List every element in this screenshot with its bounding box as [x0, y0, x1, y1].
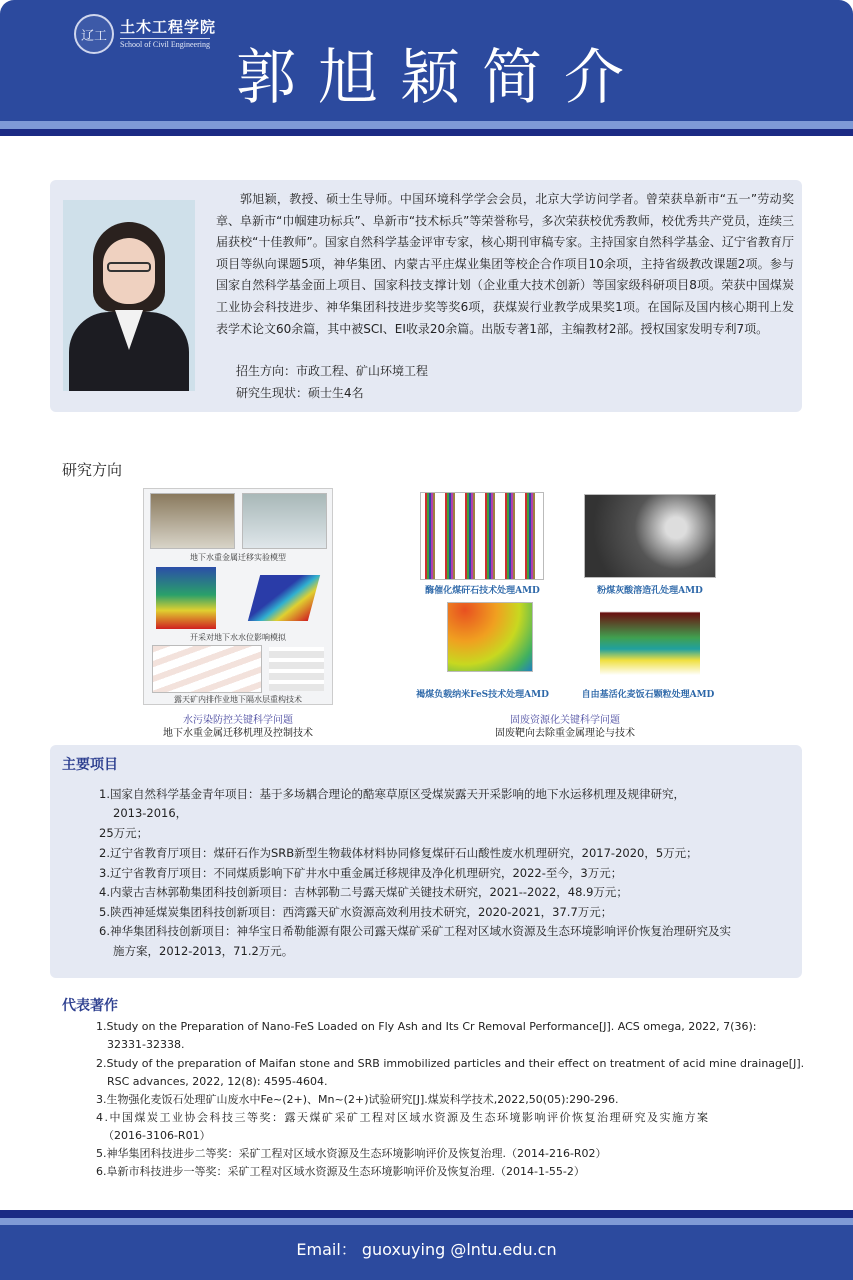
email-link[interactable]: Email： guoxuying @lntu.edu.cn	[296, 1240, 557, 1259]
research-right-subtitle: 固废靶向去除重金属理论与技术	[495, 728, 635, 739]
projects-title: 主要项目	[62, 757, 118, 773]
page-title: 郭旭颖简介	[236, 43, 646, 113]
enrollment-direction: 招生方向：市政工程、矿山环境工程	[236, 364, 429, 378]
research-left-subtitle: 地下水重金属迁移机理及控制技术	[163, 728, 313, 739]
footer-banner	[0, 1225, 853, 1280]
publication-item: （2016-3106-R01）	[103, 1129, 211, 1142]
research-title: 研究方向	[62, 461, 123, 479]
footer-stripe-light	[0, 1218, 853, 1225]
project-item: 2.辽宁省教育厅项目：煤矸石作为SRB新型生物载体材料协同修复煤矸石山酸性废水机理研究，2017-2020，5万元；	[99, 846, 698, 860]
figure-caption: 褐煤负载纳米FeS技术处理AMD	[416, 690, 549, 700]
figure-caption: 酶催化煤矸石技术处理AMD	[425, 586, 540, 596]
project-item: 25万元；	[99, 826, 149, 840]
publication-item: 5.神华集团科技进步二等奖：采矿工程对区域水资源及生态环境影响评价及恢复治理.（2014-216-R02）	[96, 1147, 607, 1160]
publication-item: RSC advances, 2022, 12(8): 4595-4604.	[107, 1075, 328, 1088]
project-item: 5.陕西神延煤炭集团科技创新项目：西湾露天矿水资源高效利用技术研究，2020-2021，37.7万元；	[99, 905, 613, 919]
contour-plot-image	[447, 602, 533, 672]
figure-caption: 粉煤灰酸溶造孔处理AMD	[597, 586, 703, 596]
project-item: 2013-2016，	[113, 806, 188, 820]
publication-item: 3.生物强化麦饭石处理矿山废水中Fe~(2+)、Mn~(2+)试验研究[J].煤炭科学技术,2022,50(05):290-296.	[96, 1093, 619, 1106]
publication-item: 2.Study of the preparation of Maifan stone and SRB immobilized particles and their effect on treatment of acid mine drainage[J].	[96, 1057, 805, 1070]
publication-item: 4.中国煤炭工业协会科技三等奖：露天煤矿采矿工程对区域水资源及生态环境影响评价恢复治理研究及实施方案	[96, 1111, 710, 1124]
research-right-title: 固废资源化关键科学问题	[510, 715, 620, 726]
profile-photo	[63, 200, 195, 391]
logo-text: 辽工	[80, 28, 107, 44]
publication-item: 32331-32338.	[107, 1038, 185, 1051]
school-name-cn: 土木工程学院	[120, 18, 217, 36]
project-item: 4.内蒙古吉林郭勒集团科技创新项目：吉林郭勒二号露天煤矿关键技术研究，2021--2022，48.9万元；	[99, 885, 628, 899]
figure-caption: 地下水重金属迁移实验模型	[190, 553, 286, 562]
bio-text: 郭旭颖，教授、硕士生导师。中国环境科学学会会员，北京大学访问学者。曾荣获阜新市“五一”劳动奖章、阜新市“巾帼建功标兵”、阜新市“技术标兵”等荣誉称号，多次荣获校优秀教师，校优秀共产党员，连续三届获校“十佳教师”。国家自然科学基金评审专家，核心期刊审稿专家。主持国家自然科学基金、辽宁省教育厅项目等纵向课题5项，神华集团、内蒙古平庄煤业集团等校企合作项目10余项，主持省级教改课题2项。参与国家自然科学基金面上项目、国家科技支撑计划（企业重大技术创新）等国家级科研项目8项。荣获中国煤炭工业协会科技进步、神华集团科技进步奖等奖6项，获煤炭行业教学成果奖1项。在国际及国内核心期刊上发表学术论文60余篇，其中被SCI、EI收录20余篇。出版专著1部，主编教材2部。授权国家发明专利7项。	[216, 192, 794, 336]
simulation-3d-plot	[156, 567, 216, 629]
publication-item: 1.Study on the Preparation of Nano-FeS Loaded on Fly Ash and Its Cr Removal Performance[J]. ACS omega, 2022, 7(36):	[96, 1020, 757, 1033]
project-item: 1.国家自然科学基金青年项目：基于多场耦合理论的酷寒草原区受煤炭露天开采影响的地下水运移机理及规律研究，	[99, 787, 685, 801]
project-item: 3.辽宁省教育厅项目：不同煤质影响下矿井水中重金属迁移规律及净化机理研究，2022-至今，3万元；	[99, 866, 623, 880]
footer-stripe-dark	[0, 1210, 853, 1218]
header-stripe-dark	[0, 129, 853, 136]
school-logo	[74, 14, 114, 54]
bar-chart-image	[420, 492, 544, 580]
figure-caption: 露天矿内排作业地下隔水层重构技术	[174, 695, 302, 704]
figure-caption: 自由基活化麦饭石颗粒处理AMD	[581, 690, 715, 700]
project-item: 6.神华集团科技创新项目：神华宝日希勒能源有限公司露天煤矿采矿工程对区域水资源及生态环境影响评价恢复治理研究及实	[99, 924, 731, 938]
surface-plot-image	[600, 604, 700, 679]
student-status: 研究生现状：硕士生4名	[236, 386, 364, 400]
publications-title: 代表著作	[62, 998, 118, 1014]
school-name-en: School of Civil Engineering	[120, 40, 210, 49]
water-level-map	[248, 575, 320, 621]
publication-item: 6.阜新市科技进步一等奖：采矿工程对区域水资源及生态环境影响评价及恢复治理.（2014-1-55-2）	[96, 1165, 585, 1178]
experiment-photo-1	[150, 493, 235, 549]
experiment-photo-2	[242, 493, 327, 549]
strata-diagram	[152, 645, 262, 693]
research-figure-water	[143, 488, 333, 705]
figure-caption: 开采对地下水水位影响模拟	[190, 633, 286, 642]
project-item: 施方案，2012-2013，71.2万元。	[113, 944, 294, 958]
header-stripe-light	[0, 121, 853, 129]
research-left-title: 水污染防控关键科学问题	[183, 715, 293, 726]
sem-image	[584, 494, 716, 578]
header-banner	[0, 0, 853, 122]
strata-legend	[269, 647, 324, 691]
